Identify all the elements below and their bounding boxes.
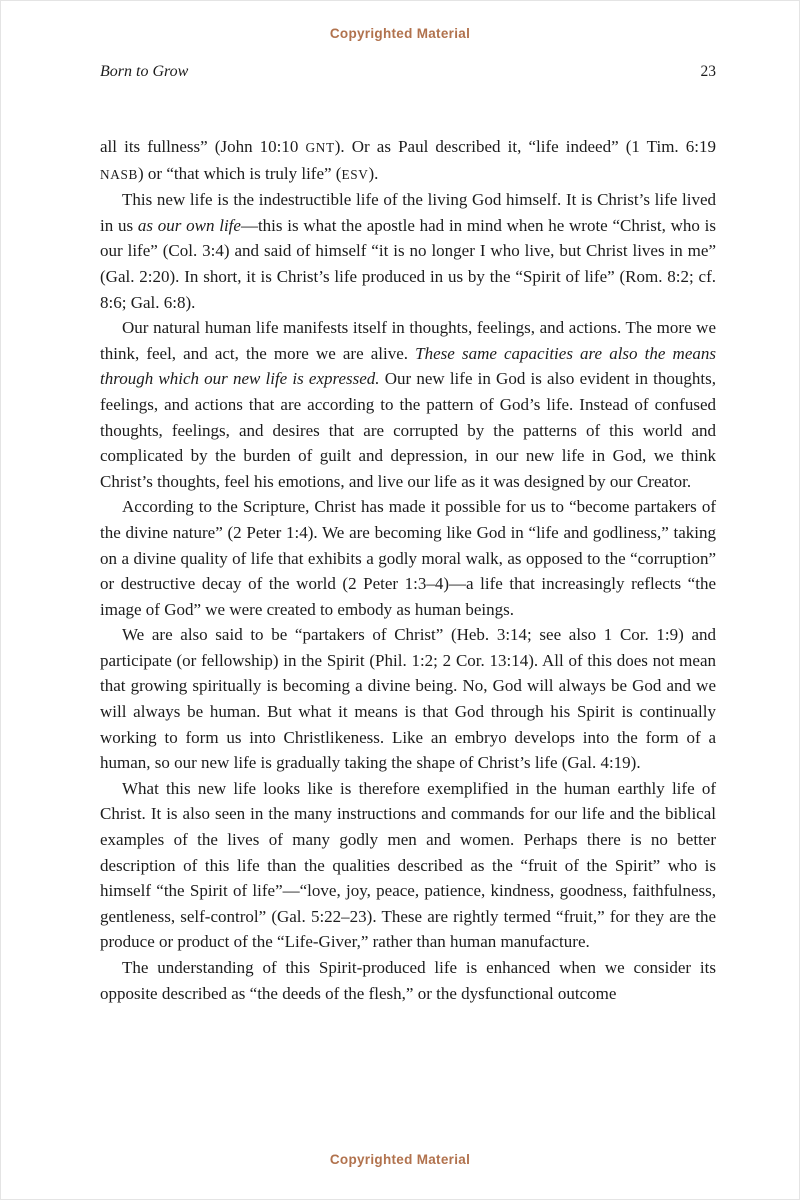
- smallcaps-run: ESV: [341, 166, 369, 182]
- paragraph: [100, 134, 716, 187]
- copyright-notice-bottom: Copyrighted Material: [329, 1152, 471, 1167]
- smallcaps-run: GNT: [305, 140, 335, 155]
- text-run: ) or “that which is truly life” (: [138, 163, 342, 183]
- text-run: —this is what the apostle had in mind when he wrote “Christ, who is our life” (Col. 3:4) and said of himself “it is no longer I who live, but Christ lives in me” (Gal. 2:20). In short, it is Christ’s life produced in us by the “Spirit of life” (Rom. 8:2; cf. 8:6; Gal. 6:8).: [100, 215, 716, 312]
- text-run: ).: [368, 163, 379, 183]
- book-title: Born to Grow: [100, 63, 189, 80]
- paragraph: [100, 187, 716, 315]
- text-run: Our natural human life manifests itself in thoughts, feelings, and actions. The more we think, feel, and act, the more we are alive.: [100, 318, 716, 363]
- text-run: Our new life in God is also evident in thoughts, feelings, and actions that are according to the pattern of God’s life. Instead of confused thoughts, feelings, and desires that are corrupted by the patterns of this world and complicated by the burden of guilt and depression, in our new life in God, we think Christ’s thoughts, feel his emotions, and live our life as it was designed by our Creator.: [100, 369, 716, 491]
- text-run: According to the Scripture, Christ has made it possible for us to “become partakers of the divine nature” (2 Peter 1:4). We are becoming like God in “life and godliness,” taking on a divine quality of life that exhibits a godly moral walk, as opposed to the “corruption” or destructive decay of the world (2 Peter 1:3–4)—a life that increasingly reflects “the image of God” we were created to embody as human beings.: [100, 497, 716, 619]
- paragraph: [100, 494, 716, 622]
- body-text: [100, 134, 716, 1006]
- italic-run: These same capacities are also the means through which our new life is expressed.: [100, 343, 716, 389]
- paragraph: [100, 622, 716, 776]
- italic-run: as our own life: [137, 215, 241, 235]
- page-number: 23: [700, 63, 716, 80]
- paragraph: [100, 776, 716, 955]
- smallcaps-run: NASB: [100, 166, 138, 182]
- text-run: We are also said to be “partakers of Christ” (Heb. 3:14; see also 1 Cor. 1:9) and participate (or fellowship) in the Spirit (Phil. 1:2; 2 Cor. 13:14). All of this does not mean that growing spiritually is becoming a divine being. No, God will always be God and we will always be human. But what it means is that God through his Spirit is continually working to form us into Christlikeness. Like an embryo develops into the form of a human, so our new life is gradually taking the shape of Christ’s life (Gal. 4:19).: [100, 625, 716, 773]
- text-run: all its fullness” (John 10:10: [100, 137, 306, 156]
- text-run: What this new life looks like is therefore exemplified in the human earthly life of Christ. It is also seen in the many instructions and commands for our life and the biblical examples of the lives of many godly men and women. Perhaps there is no better description of this life than the qualities described as the “fruit of the Spirit” who is himself “the Spirit of life”—“love, joy, peace, patience, kindness, goodness, faithfulness, gentleness, self-control” (Gal. 5:22–23). These are rightly termed “fruit,” for they are the produce or product of the “Life-Giver,” rather than human manufacture.: [100, 778, 716, 952]
- text-run: The understanding of this Spirit-produced life is enhanced when we consider its opposite described as “the deeds of the flesh,” or the dysfunctional outcome: [100, 958, 716, 1003]
- paragraph: [100, 315, 716, 494]
- text-run: This new life is the indestructible life of the living God himself. It is Christ’s life lived in us: [100, 190, 716, 235]
- paragraph: [100, 955, 716, 1006]
- text-run: ). Or as Paul described it, “life indeed” (1 Tim. 6:19: [334, 137, 716, 156]
- running-header: [100, 63, 716, 81]
- copyright-notice-top: Copyrighted Material: [329, 26, 471, 41]
